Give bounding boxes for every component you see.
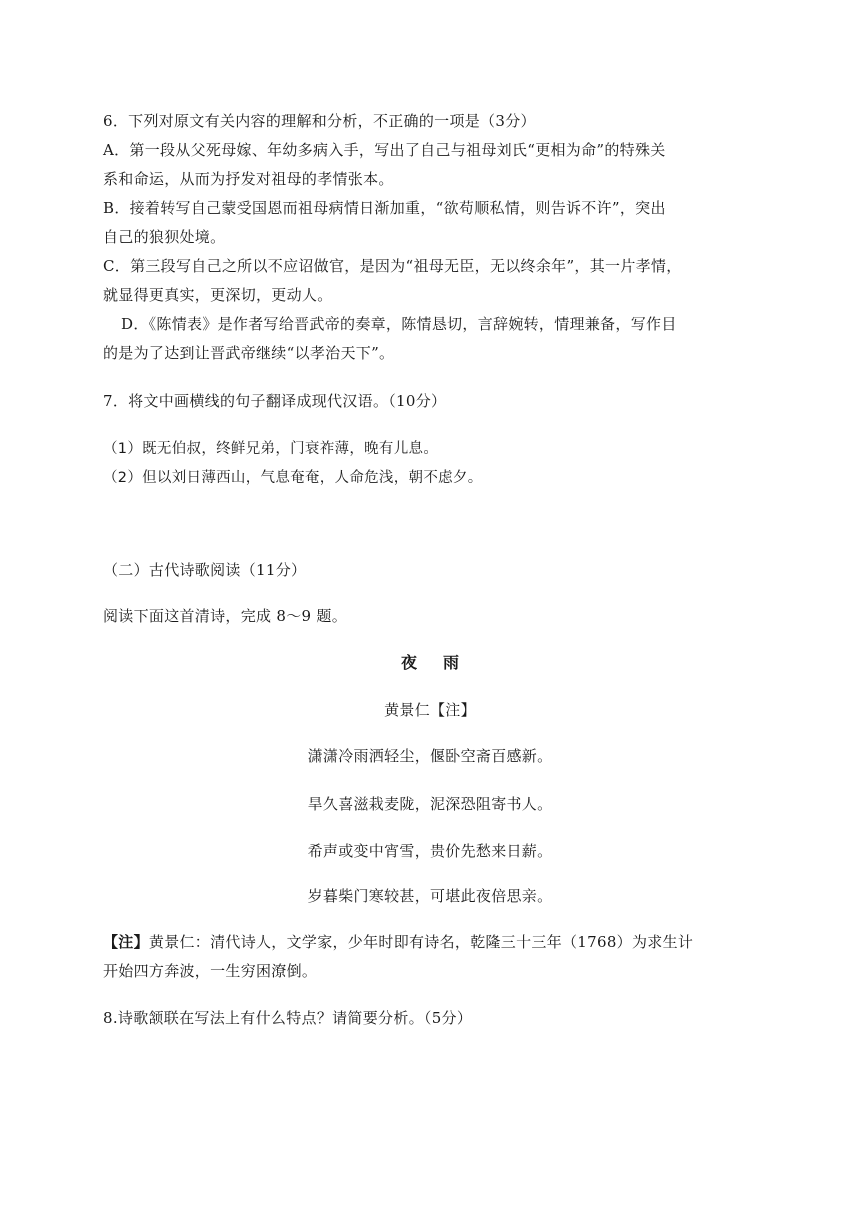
poem-note-line-2: 开始四方奔波，一生穷困潦倒。: [103, 962, 318, 980]
question-6-option-c-line-1: C．第三段写自己之所以不应诏做官，是因为“祖母无臣，无以终余年”，其一片孝情，: [103, 257, 682, 275]
question-6-option-c-line-2: 就显得更真实，更深切，更动人。: [103, 286, 333, 304]
question-7-item-1: （1）既无伯叔，终鲜兄弟，门衰祚薄，晚有儿息。: [103, 441, 439, 457]
poem-line-2: 旱久喜滋栽麦陇，泥深恐阻寄书人。: [307, 795, 553, 813]
section-2-heading: （二）古代诗歌阅读（11分）: [103, 561, 307, 579]
question-6-option-a-line-1: A．第一段从父死母嫁、年幼多病入手，写出了自己与祖母刘氏“更相为命”的特殊关: [103, 141, 666, 159]
poem-author: 黄景仁【注】: [384, 701, 476, 719]
question-7-item-2: （2）但以刘日薄西山，气息奄奄，人命危浅，朝不虑夕。: [103, 470, 483, 486]
poem-title: [0, 653, 860, 673]
section-2-instruction: 阅读下面这首清诗，完成 8～9 题。: [103, 607, 348, 625]
poem-title-char-1: 夜: [400, 653, 417, 672]
question-6-option-d-line-2: 的是为了达到让晋武帝继续“以孝治天下”。: [103, 344, 395, 362]
question-6-option-b-line-1: B．接着转写自己蒙受国恩而祖母病情日渐加重，“欲苟顺私情，则告诉不许”，突出: [103, 199, 666, 217]
poem-title-char-2: 雨: [443, 653, 460, 672]
poem-line-4: 岁暮柴门寒较甚，可堪此夜倍思亲。: [307, 887, 553, 905]
question-6-option-b-line-2: 自己的狼狈处境。: [103, 228, 226, 246]
question-8-stem: 8.诗歌颔联在写法上有什么特点？请简要分析。（5分）: [103, 1009, 473, 1027]
poem-note-line-1: [103, 932, 763, 952]
question-6-option-d-line-1: D．《陈情表》是作者写给晋武帝的奏章，陈情恳切，言辞婉转，情理兼备，写作目: [121, 315, 677, 333]
question-6-option-a-line-2: 系和命运，从而为抒发对祖母的孝情张本。: [103, 170, 394, 188]
poem-line-3: 希声或变中宵雪，贵价先愁来日薪。: [307, 842, 553, 860]
poem-note-text: 黄景仁：清代诗人，文学家，少年时即有诗名，乾隆三十三年（1768）为求生计: [148, 933, 694, 951]
question-6-stem: 6．下列对原文有关内容的理解和分析，不正确的一项是（3分）: [103, 112, 536, 130]
question-7-stem: 7．将文中画横线的句子翻译成现代汉语。（10分）: [103, 392, 447, 410]
poem-note-label: 【注】: [103, 933, 149, 951]
poem-line-1: 潇潇冷雨洒轻尘，偃卧空斋百感新。: [307, 747, 553, 765]
